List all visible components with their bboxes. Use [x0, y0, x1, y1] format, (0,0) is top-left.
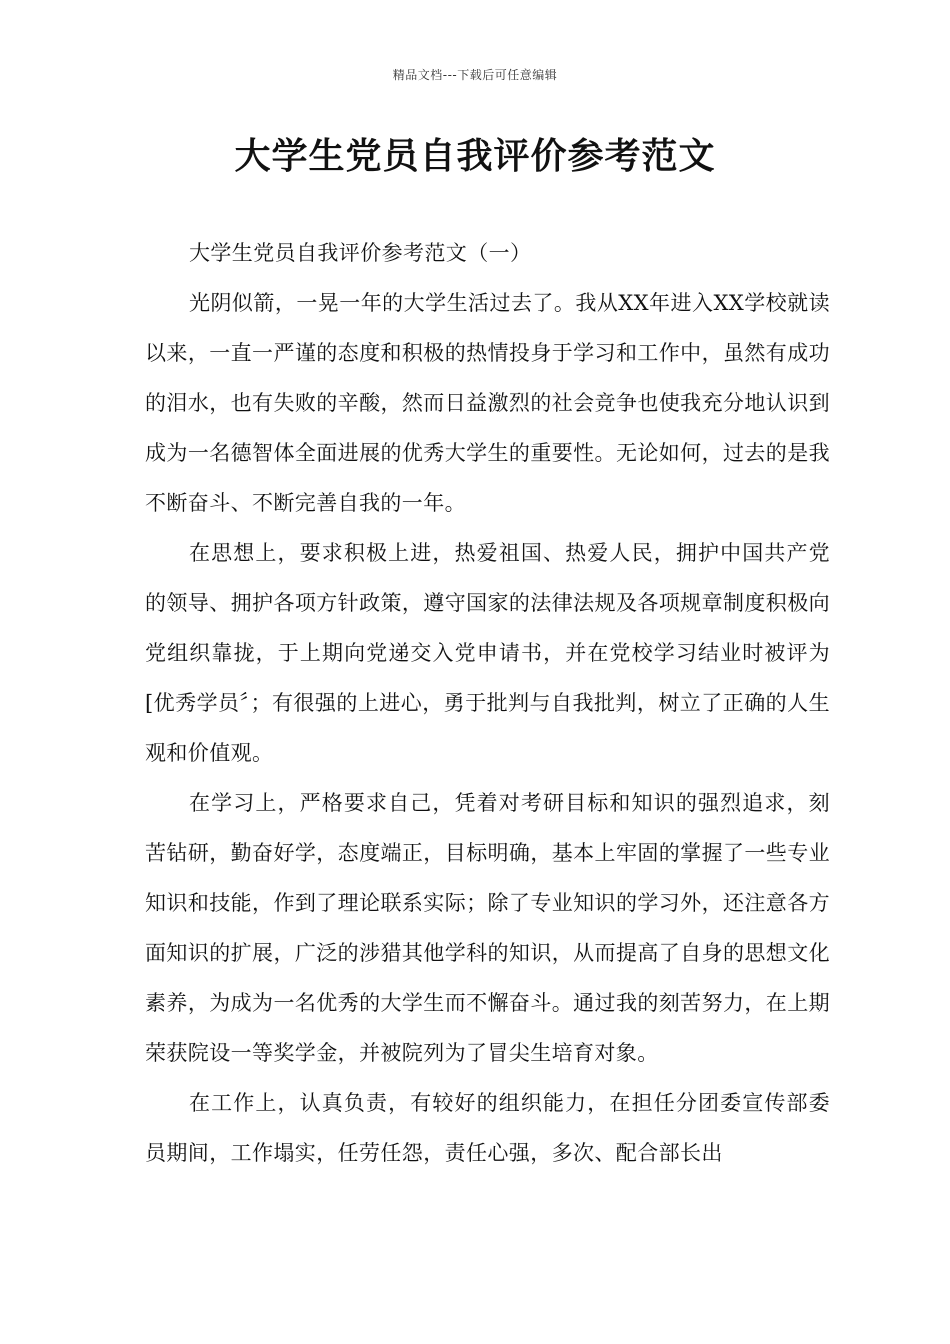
section-subheading: 大学生党员自我评价参考范文（一） — [189, 241, 532, 265]
paragraph-study: 在学习上，严格要求自己，凭着对考研目标和知识的强烈追求，刻苦钻研，勤奋好学，态度端正，目标明确，基本上牢固的掌握了一些专业知识和技能，作到了理论联系实际；除了专业知识的学习外，还注意各方面知识的扩展，广泛的涉猎其他学科的知识，从而提高了自身的思想文化素养，为成为一名优秀的大学生而不懈奋斗。通过我的刻苦努力，在上期荣获院设一等奖学金，并被院列为了冒尖生培育对象。 — [145, 791, 830, 1065]
paragraph-work: 在工作上，认真负责，有较好的组织能力，在担任分团委宣传部委员期间，工作塌实，任劳任怨，责任心强，多次、配合部长出 — [145, 1091, 830, 1165]
document-body — [145, 228, 830, 1178]
paragraph-thought: 在思想上，要求积极上进，热爱祖国、热爱人民，拥护中国共产党的领导、拥护各项方针政策，遵守国家的法律法规及各项规章制度积极向党组织靠拢，于上期向党递交入党申请书，并在党校学习结业时被评为[优秀学员〞；有很强的上进心，勇于批判与自我批判，树立了正确的人生观和价值观。 — [145, 541, 830, 765]
header-note: 精品文档---下载后可任意编辑 — [392, 68, 558, 82]
paragraph-intro: 光阴似箭，一晃一年的大学生活过去了。我从XX年进入XX学校就读以来，一直一严谨的态度和积极的热情投身于学习和工作中，虽然有成功的泪水，也有失败的辛酸，然而日益激烈的社会竞争也使我充分地认识到成为一名德智体全面进展的优秀大学生的重要性。无论如何，过去的是我不断奋斗、不断完善自我的一年。 — [145, 291, 830, 515]
document-title: 大学生党员自我评价参考范文 — [234, 136, 716, 177]
